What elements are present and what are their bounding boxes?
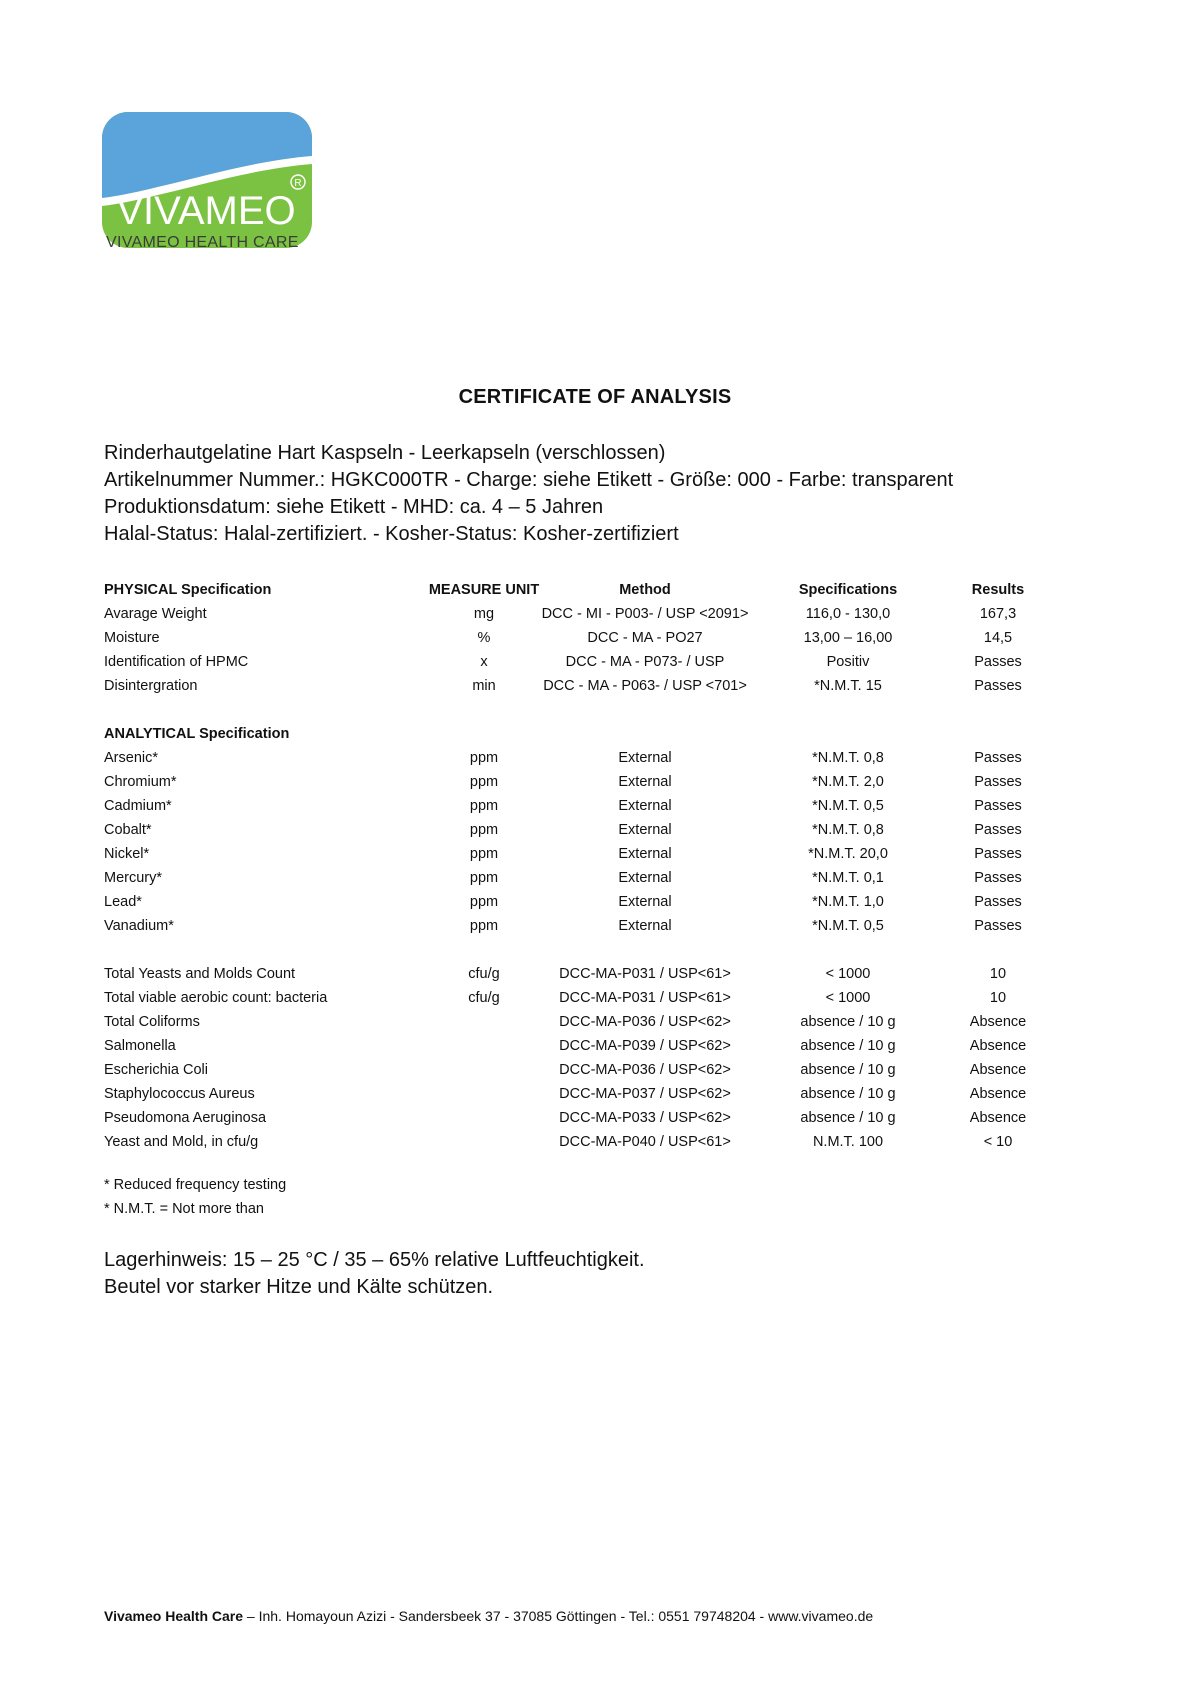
footer-company: Vivameo Health Care [104, 1608, 244, 1624]
table-row [104, 602, 1017, 626]
row-spec-cell: *N.M.T. 0,1 [812, 870, 884, 886]
row-name-cell: Cobalt* [104, 822, 152, 838]
table-row [104, 986, 1007, 1010]
table-row [104, 1058, 1027, 1082]
row-result-cell: Passes [974, 678, 1022, 694]
row-method-cell: External [618, 822, 672, 838]
row-method-cell: External [618, 798, 672, 814]
row-method-cell: External [618, 918, 672, 934]
row-result-cell: Absence [969, 1014, 1027, 1030]
header-physical-specification: PHYSICAL Specification [104, 582, 272, 598]
row-name-cell: Avarage Weight [104, 606, 207, 622]
row-spec-cell: < 1000 [825, 990, 871, 1006]
row-unit-cell: ppm [469, 798, 499, 814]
row-spec-cell: *N.M.T. 0,5 [812, 918, 884, 934]
row-spec-cell: < 1000 [825, 966, 871, 982]
table-row [104, 746, 1022, 770]
row-method-cell: DCC-MA-P037 / USP<62> [559, 1086, 731, 1102]
row-unit-cell: ppm [469, 894, 499, 910]
row-result-cell: Absence [969, 1086, 1027, 1102]
document-title: CERTIFICATE OF ANALYSIS [458, 386, 732, 408]
row-name-cell: Escherichia Coli [104, 1062, 208, 1078]
row-result-cell: < 10 [983, 1134, 1013, 1150]
microbiological-rows [104, 962, 1027, 1154]
row-result-cell: Passes [974, 774, 1022, 790]
row-spec-cell: *N.M.T. 0,5 [812, 798, 884, 814]
row-unit-cell: x [480, 654, 488, 670]
page-footer [104, 1608, 873, 1624]
row-result-cell: Passes [974, 846, 1022, 862]
product-info [104, 440, 953, 548]
row-method-cell: DCC-MA-P039 / USP<62> [559, 1038, 731, 1054]
table-row [104, 1010, 1027, 1034]
row-name-cell: Identification of HPMC [104, 654, 249, 670]
row-unit-cell: ppm [469, 750, 499, 766]
table-row [104, 818, 1022, 842]
analytical-heading-row [104, 722, 1004, 746]
row-unit-cell: mg [473, 606, 495, 622]
row-result-cell: Passes [974, 654, 1022, 670]
row-method-cell: DCC-MA-P040 / USP<61> [559, 1134, 731, 1150]
row-method-cell: External [618, 750, 672, 766]
row-result-cell: 10 [989, 966, 1007, 982]
row-unit-cell: % [477, 630, 491, 646]
storage-line-conditions: Lagerhinweis: 15 – 25 °C / 35 – 65% relative Luftfeuchtigkeit. [104, 1249, 645, 1271]
row-result-cell: Passes [974, 894, 1022, 910]
row-unit-cell: ppm [469, 774, 499, 790]
row-name-cell: Pseudomona Aeruginosa [104, 1110, 267, 1126]
row-spec-cell: N.M.T. 100 [812, 1134, 884, 1150]
row-method-cell: External [618, 894, 672, 910]
vivameo-logo-mark [102, 112, 312, 252]
row-spec-cell: 116,0 - 130,0 [805, 606, 891, 622]
footnotes [104, 1173, 286, 1221]
row-result-cell: Absence [969, 1038, 1027, 1054]
row-name-cell: Salmonella [104, 1038, 176, 1054]
physical-rows [104, 602, 1022, 698]
footer-details: – Inh. Homayoun Azizi - Sandersbeek 37 - 37085 Göttingen - Tel.: 0551 79748204 - www.vivameo.de [243, 1608, 874, 1624]
row-name-cell: Total Yeasts and Molds Count [104, 966, 296, 982]
row-name-cell: Chromium* [104, 774, 177, 790]
row-method-cell: DCC-MA-P036 / USP<62> [559, 1062, 731, 1078]
row-name-cell: Staphylococcus Aureus [104, 1086, 255, 1102]
analytical-rows [104, 746, 1022, 938]
row-spec-cell: *N.M.T. 0,8 [812, 750, 884, 766]
table-row [104, 794, 1022, 818]
row-spec-cell: absence / 10 g [800, 1110, 896, 1126]
row-name-cell: Yeast and Mold, in cfu/g [104, 1134, 259, 1150]
header-method: Method [619, 582, 671, 598]
row-unit-cell: cfu/g [468, 990, 500, 1006]
row-result-cell: Passes [974, 822, 1022, 838]
row-method-cell: DCC - MA - P063- / USP <701> [543, 678, 747, 694]
table-row [104, 650, 1022, 674]
row-name-cell: Total viable aerobic count: bacteria [104, 990, 328, 1006]
note-nmt-definition: * N.M.T. = Not more than [104, 1201, 264, 1217]
row-name-cell: Nickel* [104, 846, 150, 862]
row-result-cell: 10 [989, 990, 1007, 1006]
table-row [104, 1130, 1013, 1154]
row-name-cell: Moisture [104, 630, 160, 646]
row-spec-cell: absence / 10 g [800, 1014, 896, 1030]
row-result-cell: Absence [969, 1062, 1027, 1078]
row-spec-cell: *N.M.T. 0,8 [812, 822, 884, 838]
table-row [104, 962, 1007, 986]
table-header-row [104, 578, 1025, 602]
row-method-cell: External [618, 846, 672, 862]
row-spec-cell: 13,00 – 16,00 [803, 630, 893, 646]
row-method-cell: External [618, 774, 672, 790]
row-spec-cell: Positiv [826, 654, 870, 670]
row-result-cell: Passes [974, 798, 1022, 814]
row-name-cell: Vanadium* [104, 918, 174, 934]
certification-status-line: Halal-Status: Halal-zertifiziert. - Kosher-Status: Kosher-zertifiziert [104, 523, 679, 545]
row-result-cell: Passes [974, 870, 1022, 886]
row-unit-cell: ppm [469, 846, 499, 862]
row-name-cell: Mercury* [104, 870, 163, 886]
row-unit-cell: cfu/g [468, 966, 500, 982]
product-name-line: Rinderhautgelatine Hart Kaspseln - Leerkapseln (verschlossen) [104, 442, 666, 464]
specification-table [104, 578, 1027, 1154]
row-result-cell: Absence [969, 1110, 1027, 1126]
logo-wordmark: VIVAMEO [116, 189, 296, 233]
row-result-cell: Passes [974, 918, 1022, 934]
row-name-cell: Disintergration [104, 678, 198, 694]
table-row [104, 1082, 1027, 1106]
analytical-heading: ANALYTICAL Specification [104, 726, 290, 742]
row-method-cell: DCC-MA-P033 / USP<62> [559, 1110, 731, 1126]
table-row [104, 842, 1022, 866]
table-row [104, 674, 1022, 698]
logo-caption: VIVAMEO HEALTH CARE [106, 234, 299, 251]
row-result-cell: 167,3 [979, 606, 1017, 622]
row-method-cell: DCC - MA - P073- / USP [565, 654, 725, 670]
row-spec-cell: *N.M.T. 2,0 [812, 774, 884, 790]
row-method-cell: External [618, 870, 672, 886]
row-spec-cell: *N.M.T. 20,0 [808, 846, 888, 862]
row-spec-cell: absence / 10 g [800, 1062, 896, 1078]
table-row [104, 914, 1022, 938]
row-method-cell: DCC-MA-P031 / USP<61> [559, 966, 731, 982]
note-reduced-frequency: * Reduced frequency testing [104, 1177, 287, 1193]
row-result-cell: 14,5 [983, 630, 1013, 646]
storage-instructions [104, 1247, 645, 1301]
table-row [104, 866, 1022, 890]
row-spec-cell: absence / 10 g [800, 1038, 896, 1054]
row-name-cell: Arsenic* [104, 750, 158, 766]
row-unit-cell: ppm [469, 870, 499, 886]
row-name-cell: Total Coliforms [104, 1014, 200, 1030]
row-unit-cell: ppm [469, 918, 499, 934]
header-measure-unit: MEASURE UNIT [428, 582, 540, 598]
row-spec-cell: absence / 10 g [800, 1086, 896, 1102]
storage-line-protection: Beutel vor starker Hitze und Kälte schützen. [104, 1276, 494, 1298]
row-method-cell: DCC-MA-P036 / USP<62> [559, 1014, 731, 1030]
row-unit-cell: ppm [469, 822, 499, 838]
row-method-cell: DCC-MA-P031 / USP<61> [559, 990, 731, 1006]
row-spec-cell: *N.M.T. 15 [814, 678, 882, 694]
vivameo-logo [102, 112, 312, 252]
row-method-cell: DCC - MI - P003- / USP <2091> [541, 606, 749, 622]
header-specifications: Specifications [798, 582, 898, 598]
row-method-cell: DCC - MA - PO27 [587, 630, 703, 646]
row-unit-cell: min [472, 678, 496, 694]
table-row [104, 1106, 1027, 1130]
row-name-cell: Lead* [104, 894, 142, 910]
registered-mark: R [294, 178, 302, 189]
row-result-cell: Passes [974, 750, 1022, 766]
row-name-cell: Cadmium* [104, 798, 172, 814]
table-row [104, 770, 1022, 794]
table-row [104, 890, 1022, 914]
row-spec-cell: *N.M.T. 1,0 [812, 894, 884, 910]
table-row [104, 1034, 1027, 1058]
article-number-line: Artikelnummer Nummer.: HGKC000TR - Charge: siehe Etikett - Größe: 000 - Farbe: transparent [104, 469, 954, 491]
production-date-line: Produktionsdatum: siehe Etikett - MHD: ca. 4 – 5 Jahren [104, 496, 604, 518]
table-row [104, 626, 1013, 650]
header-results: Results [971, 582, 1025, 598]
